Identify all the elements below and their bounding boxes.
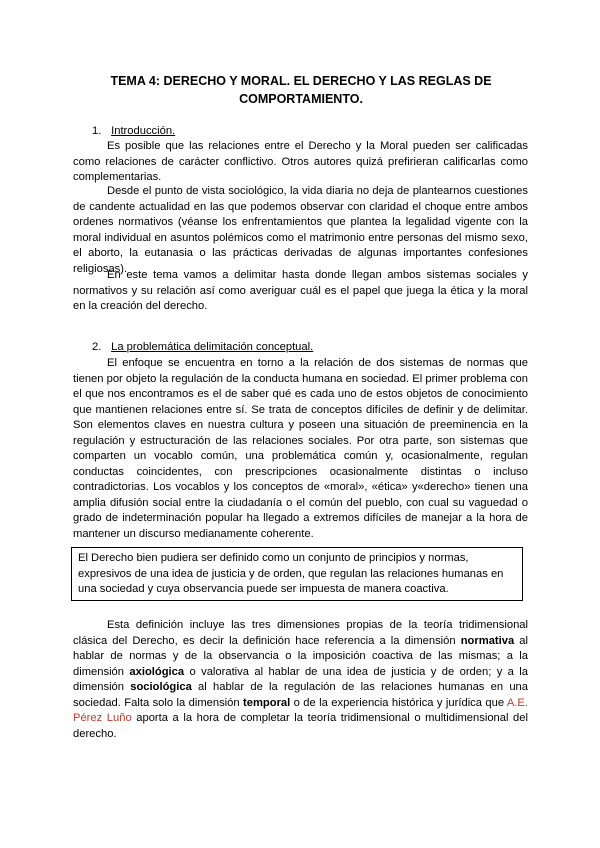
section-heading-introduccion — [92, 124, 175, 139]
paragraph-dimensions — [73, 618, 528, 742]
section-heading-delimitacion — [92, 340, 313, 355]
text-run: o valorativa al hablar de una idea de justicia y de orden; y a la dimensión — [73, 665, 528, 693]
section-number: 1. — [92, 125, 102, 137]
section-title: La problemática delimitación conceptual. — [111, 341, 314, 353]
text-run: o de la experiencia histórica y jurídica que — [290, 696, 507, 709]
document-title: TEMA 4: DERECHO Y MORAL. EL DERECHO Y LAS REGLAS DE COMPORTAMIENTO. — [110, 74, 492, 106]
section-title: Introducción. — [111, 125, 176, 137]
bold-term: temporal — [243, 696, 291, 709]
paragraph: En este tema vamos a delimitar hasta donde llegan ambos sistemas sociales y normativos y su relación así como averiguar cuál es el papel que juega la ética y la moral en la creación del derecho. — [73, 269, 528, 312]
bold-term: normativa — [460, 634, 515, 647]
text-run: al hablar de normas y de la observancia o la imposición coactiva de las mismas; a la dimensión — [73, 634, 528, 678]
paragraph: El enfoque se encuentra en torno a la relación de dos sistemas de normas que tienen por objeto la regulación de la conducta humana en sociedad. El primer problema con el que nos encontramos es el de saber qué es cada uno de estos objetos de conocimiento que mantienen relaciones entre sí. Se trata de conceptos difíciles de definir y de delimitar. Son elementos claves en nuestra cultura y poseen una situación de preeminencia en la regulación y estructuración de las relaciones sociales. Por otra parte, son sistemas que comparten un vocablo común, una problemática común y, ocasionalmente, regulan conductas coincidentes, con prescripciones ocasionalmente distintas o incluso contradictorias. Los vocablos y los conceptos de «moral», «ética» y«derecho» tienen una amplia difusión social entre la ciudadanía o el común del pueblo, con cual su vaguedad o grado de indeterminación popular ha llegado a extremos difíciles de manejar a la hora de mantener un discurso medianamente coherente. — [73, 357, 528, 540]
definition-box: El Derecho bien pudiera ser definido como un conjunto de principios y normas, expresivos de una idea de justicia y de orden, que regulan las relaciones humanas en una sociedad y cuya observancia puede ser impuesta de manera coactiva. — [71, 547, 523, 601]
paragraph: Desde el punto de vista sociológico, la vida diaria no deja de plantearnos cuestiones de candente actualidad en las que podemos observar con claridad el choque entre ambos ordenes normativos (véanse los enfrentamientos que plantea la legalidad vigente con la moral individual en asuntos polémicos como el matrimonio entre personas del mismo sexo, el aborto, la eutanasia o las prácticas derivadas de algunas importantes confesiones religiosas). — [73, 185, 528, 275]
text-run: aporta a la hora de completar la teoría tridimensional o multidimensional del derecho. — [73, 712, 528, 740]
bold-term: axiológica — [129, 665, 185, 678]
text-run: Esta definición incluye las tres dimensiones propias de la teoría tridimensional clásica del Derecho, es decir la definición hace referencia a la dimensión — [73, 619, 528, 647]
author-name: A.E. Pérez Luño — [73, 696, 528, 724]
section-number: 2. — [92, 341, 102, 353]
paragraph: Es posible que las relaciones entre el Derecho y la Moral pueden ser calificadas como relaciones de carácter conflictivo. Otros autores quizá prefirieran calificarlas como complementarias. — [73, 140, 528, 183]
text-run: al hablar de la regulación de las relaciones humanas en una sociedad. Falta solo la dimensión — [73, 681, 528, 709]
bold-term: sociológica — [130, 681, 192, 693]
